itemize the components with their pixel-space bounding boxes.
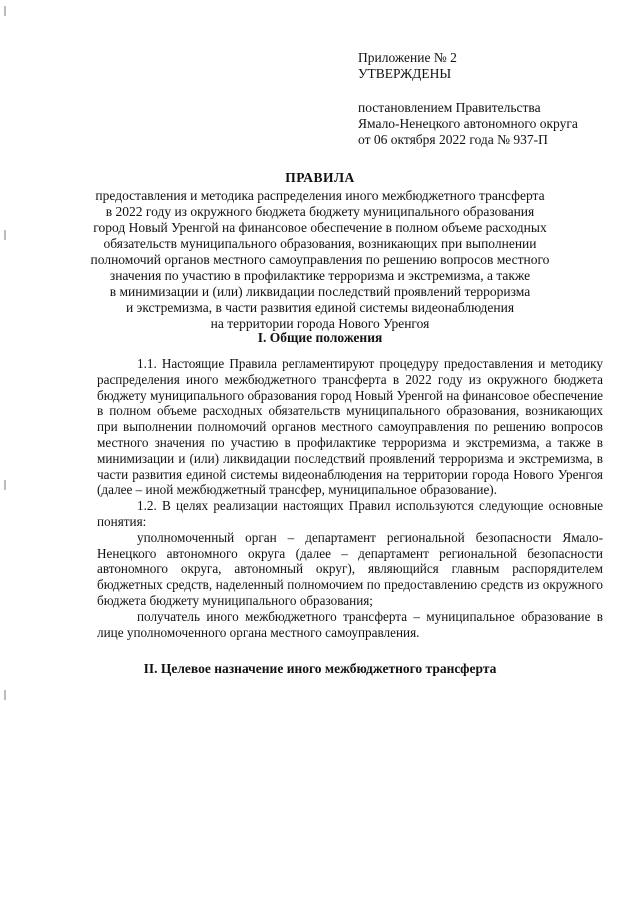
document-title: ПРАВИЛА [285,170,355,185]
scan-edge-marks [2,0,8,905]
appendix-number: Приложение № 2 [358,50,457,65]
appendix-gap [358,82,618,100]
appendix-block [358,50,618,148]
section-1-body [97,356,603,640]
scan-mark [4,480,6,490]
resolution-line-3: от 06 октября 2022 года № 937-П [358,132,548,147]
subtitle-line: на территории города Нового Уренгоя [210,316,430,331]
subtitle-line: и экстремизма, в части развития единой системы видеонаблюдения [125,300,515,315]
subtitle-line: значения по участию в профилактике терроризма и экстремизма, а также [109,268,531,283]
section-heading-purpose: II. Целевое назначение иного межбюджетного трансферта [143,661,497,676]
subtitle-line: в 2022 году из окружного бюджета бюджету муниципального образования [105,204,535,219]
definition-authorized-body: уполномоченный орган – департамент региональной безопасности Ямало-Ненецкого автономного округа (далее – департамент региональной безопасности автономного округа, автономный округ), являющийся главным распорядителем бюджетных средств, наделенный полномочием по предоставлению средств из окружного бюджета бюджету муниципального образования; [97,529,603,608]
scan-mark [4,6,6,16]
paragraph-1-1: 1.1. Настоящие Правила регламентируют процедуру предоставления и методику распределения иного межбюджетного трансферта в 2022 году из окружного бюджета бюджету муниципального образования город Новый Уренгой на финансовое обеспечение в полном объеме расходных обязательств муниципального образования, возникающих при выполнении полномочий органов местного самоуправления по решению вопросов местного значения по участию в профилактике терроризма и экстремизма, а также в минимизации и (или) ликвидации последствий проявлений терроризма и экстремизма, в части развития единой системы видеонаблюдения на территории города Нового Уренгоя (далее – иной межбюджетный трансфер, муниципальное образование). [97,356,603,498]
resolution-line-1: постановлением Правительства [358,100,541,115]
scan-mark [4,690,6,700]
subtitle-line: город Новый Уренгой на финансовое обеспечение в полном объеме расходных [93,220,547,235]
resolution-line-2: Ямало-Ненецкого автономного округа [358,116,578,131]
subtitle-line: предоставления и методика распределения иного межбюджетного трансферта [95,188,545,203]
paragraph-1-2: 1.2. В целях реализации настоящих Правил используются следующие основные понятия: [97,498,603,529]
document-title-block [60,170,580,332]
subtitle-line: в минимизации и (или) ликвидации последствий проявлений терроризма [109,284,531,299]
subtitle-line: обязательств муниципального образования, возникающих при выполнении [103,236,537,251]
definition-recipient: получатель иного межбюджетного трансферта – муниципальное образование в лице уполномоченного органа местного самоуправления. [97,608,603,640]
section-heading-general: I. Общие положения [257,330,383,345]
scan-mark [4,230,6,240]
subtitle-line: полномочий органов местного самоуправления по решению вопросов местного [90,252,550,267]
approved-label: УТВЕРЖДЕНЫ [358,66,452,81]
